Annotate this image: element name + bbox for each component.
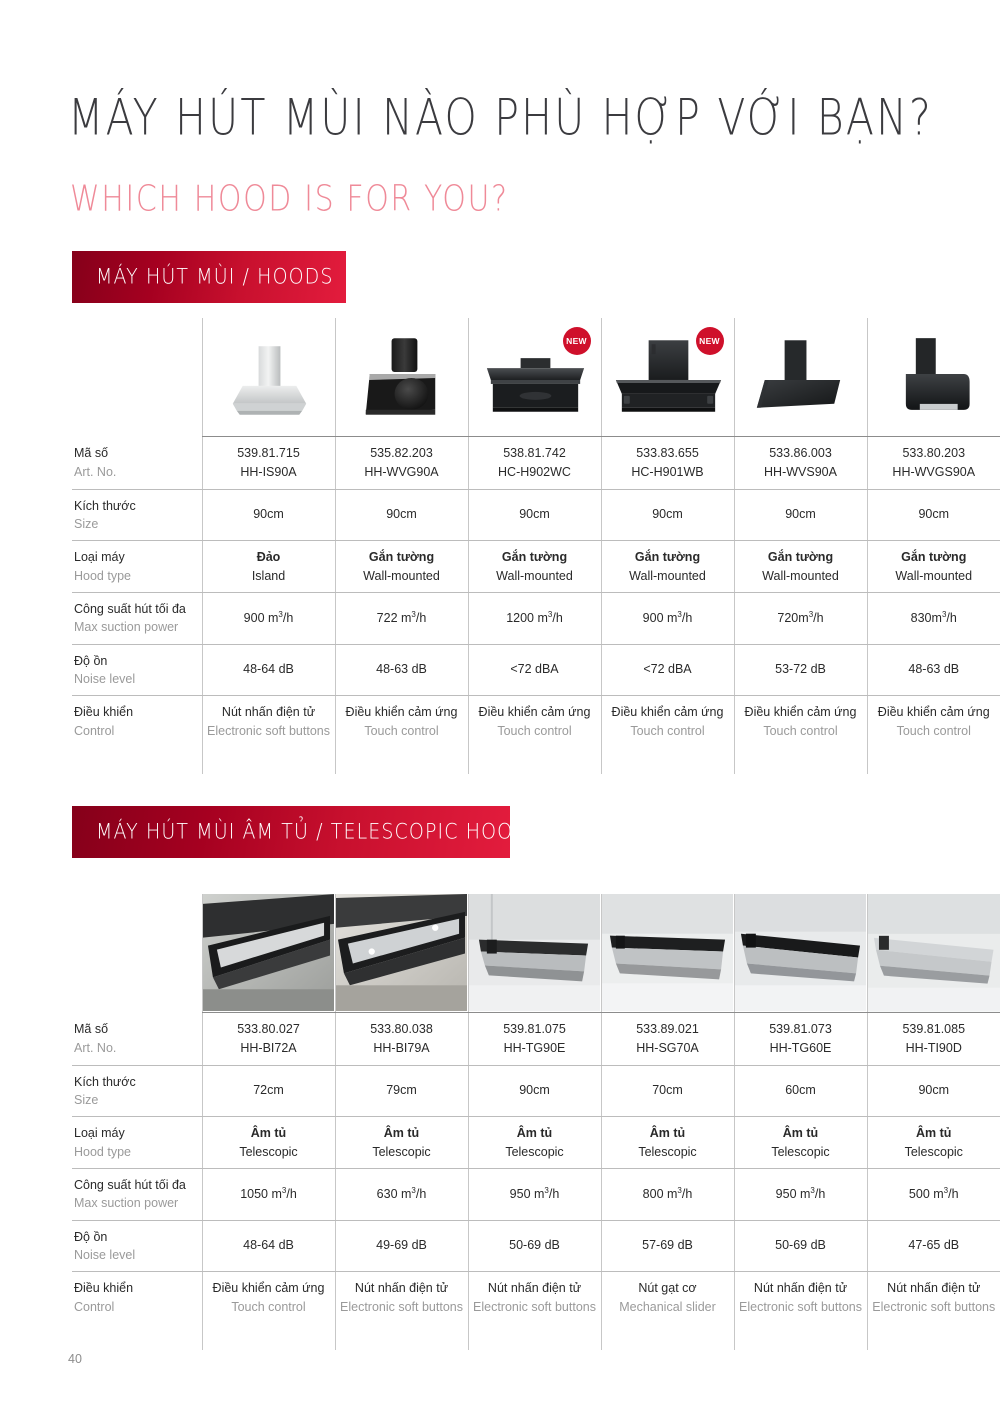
product-photo-slideout-black-trim xyxy=(735,894,867,1012)
cell-noise xyxy=(867,1220,1000,1271)
value-model: HH-BI79A xyxy=(373,1040,430,1055)
product-photo-cell xyxy=(202,894,335,1013)
row-label-en: Art. No. xyxy=(74,464,117,479)
cell-hood-type xyxy=(335,1116,468,1169)
cell-art-no xyxy=(601,1013,734,1066)
value-noise: 53-72 dB xyxy=(775,662,826,677)
value-art-no: 539.81.715 xyxy=(237,446,300,460)
product-photo-tshape-black xyxy=(602,318,734,436)
cell-control xyxy=(468,695,601,774)
row-label-en: Noise level xyxy=(74,671,136,686)
cell-size xyxy=(734,1065,867,1116)
value-art-no: 539.81.075 xyxy=(503,1022,566,1036)
value-size: 90cm xyxy=(918,1083,950,1098)
row-label-en: Max suction power xyxy=(74,1196,179,1211)
cell-hood-type xyxy=(867,1116,1000,1169)
value-control-vn: Điều khiển cảm ứng xyxy=(611,704,724,719)
product-photo-builtin-light-angle xyxy=(336,894,468,1012)
product-photo-chimney-stainless xyxy=(203,318,335,436)
cell-size xyxy=(468,1065,601,1116)
section-banner-telescopic-label: MÁY HÚT MÙI ÂM TỦ / TELESCOPIC HOOD xyxy=(96,819,529,845)
value-power: 1050 $m^3/h$ xyxy=(240,1185,297,1202)
cell-control xyxy=(202,695,335,774)
table-row-noise-level xyxy=(72,644,1000,695)
product-photo-cell xyxy=(468,318,601,437)
telescopic-hood-dark-angle-icon xyxy=(203,894,335,1011)
cell-control xyxy=(202,1271,335,1350)
row-label-vn: Mã số xyxy=(74,1022,109,1037)
value-art-no: 533.80.203 xyxy=(902,446,966,460)
table-row-hood-type xyxy=(72,540,1000,593)
table-row-suction-power xyxy=(72,593,1000,644)
section-banner-telescopic xyxy=(72,806,529,858)
product-photo-cell xyxy=(734,894,867,1013)
value-noise: <72 dBA xyxy=(643,662,692,677)
value-model: HH-TG90E xyxy=(503,1040,566,1055)
value-type-en: Telescopic xyxy=(771,1144,830,1159)
value-control-vn: Nút gạt cơ xyxy=(638,1280,697,1295)
value-type-en: Telescopic xyxy=(904,1144,963,1159)
cell-control xyxy=(335,1271,468,1350)
cell-art-no xyxy=(335,437,468,490)
value-noise: 49-69 dB xyxy=(376,1238,427,1253)
row-label-noise-level xyxy=(72,644,202,695)
value-control-en: Electronic soft buttons xyxy=(872,1299,996,1314)
row-label-suction-power xyxy=(72,593,202,644)
cell-art-no xyxy=(335,1013,468,1066)
cell-control xyxy=(867,1271,1000,1350)
row-label-vn: Kích thước xyxy=(74,1074,136,1089)
value-model: HH-IS90A xyxy=(240,464,297,479)
telescopic-hood-light-angle-icon xyxy=(336,894,468,1011)
product-photo-curved-black xyxy=(868,318,1000,436)
value-model: HC-H901WB xyxy=(631,464,704,479)
value-model: HC-H902WC xyxy=(498,464,571,479)
cell-noise xyxy=(734,1220,867,1271)
row-label-hood-type xyxy=(72,1116,202,1169)
value-power: 722 $m^3/h$ xyxy=(376,609,427,626)
cell-control xyxy=(468,1271,601,1350)
value-power: 950 $m^3/h$ xyxy=(509,1185,560,1202)
cell-size xyxy=(202,1065,335,1116)
value-art-no: 539.81.085 xyxy=(902,1022,966,1036)
page-number: 40 xyxy=(68,1352,82,1366)
product-image-row xyxy=(72,894,1000,1013)
value-control-vn: Nút nhấn điện tử xyxy=(354,1280,449,1295)
product-photo-cell xyxy=(202,318,335,437)
image-row-spacer xyxy=(72,318,202,437)
value-art-no: 533.80.027 xyxy=(237,1022,300,1036)
cell-hood-type xyxy=(734,1116,867,1169)
value-control-en: Touch control xyxy=(497,723,572,738)
cell-suction-power xyxy=(867,1169,1000,1220)
product-photo-slideout-silver-2 xyxy=(868,894,1000,1012)
value-control-vn: Điều khiển cảm ứng xyxy=(877,704,990,719)
cell-art-no xyxy=(734,1013,867,1066)
value-model: HH-WVS90A xyxy=(764,464,837,479)
value-control-en: Electronic soft buttons xyxy=(739,1299,862,1314)
product-photo-cell xyxy=(335,318,468,437)
product-photo-cell xyxy=(335,894,468,1013)
cell-noise xyxy=(468,1220,601,1271)
cell-hood-type xyxy=(202,1116,335,1169)
row-label-vn: Độ ồn xyxy=(74,653,108,668)
cell-art-no xyxy=(202,437,335,490)
value-type-en: Island xyxy=(251,568,286,583)
row-label-en: Control xyxy=(74,1299,115,1314)
product-photo-builtin-dark-angle xyxy=(203,894,335,1012)
value-control-en: Electronic soft buttons xyxy=(207,723,330,738)
value-noise: 57-69 dB xyxy=(642,1238,693,1253)
value-power: 950 $m^3/h$ xyxy=(775,1185,826,1202)
cell-size xyxy=(601,1065,734,1116)
cell-noise xyxy=(468,644,601,695)
telescopic-hood-slideout-silver-icon xyxy=(469,894,601,1011)
product-photo-cell xyxy=(734,318,867,437)
cell-suction-power xyxy=(468,1169,601,1220)
value-control-en: Touch control xyxy=(364,723,439,738)
row-label-en: Hood type xyxy=(74,1144,131,1159)
row-label-en: Max suction power xyxy=(74,620,179,635)
row-label-en: Noise level xyxy=(74,1247,136,1262)
value-type-vn: Gắn tường xyxy=(634,549,701,564)
page-title-vietnamese: MÁY HÚT MÙI NÀO PHÙ HỢP VỚI BẠN? xyxy=(68,88,933,147)
row-label-en: Art. No. xyxy=(74,1040,117,1055)
cell-size xyxy=(734,489,867,540)
new-badge: NEW xyxy=(696,327,724,355)
telescopic-hood-slideout-silver-2-icon xyxy=(868,894,1000,1012)
cell-hood-type xyxy=(601,1116,734,1169)
value-noise: 50-69 dB xyxy=(775,1238,826,1253)
value-noise: 48-63 dB xyxy=(376,662,427,677)
image-row-spacer xyxy=(72,894,202,1013)
value-control-vn: Điều khiển cảm ứng xyxy=(212,1280,325,1295)
value-type-en: Telescopic xyxy=(638,1144,697,1159)
table-row-control xyxy=(72,1271,1000,1350)
section-banner-hoods-label: MÁY HÚT MÙI / HOODS xyxy=(96,264,334,290)
value-type-en: Telescopic xyxy=(372,1144,431,1159)
value-noise: 48-63 dB xyxy=(908,662,960,677)
new-badge: NEW xyxy=(563,327,591,355)
cell-art-no xyxy=(601,437,734,490)
cell-control xyxy=(734,1271,867,1350)
cell-suction-power xyxy=(601,1169,734,1220)
value-model: HH-WVGS90A xyxy=(892,464,976,479)
row-label-vn: Công suất hút tối đa xyxy=(74,602,186,617)
value-size: 90cm xyxy=(519,507,550,522)
cell-hood-type xyxy=(335,540,468,593)
value-power: 500 $m^3/h$ xyxy=(908,1185,959,1202)
product-photo-cell xyxy=(867,318,1000,437)
cell-art-no xyxy=(867,1013,1000,1066)
value-control-vn: Nút nhấn điện tử xyxy=(221,704,316,719)
value-type-vn: Âm tủ xyxy=(383,1125,420,1140)
row-label-art-no xyxy=(72,1013,202,1066)
page-title-english: WHICH HOOD IS FOR YOU? xyxy=(70,178,509,220)
value-power: 900 $m^3/h$ xyxy=(642,609,693,626)
table-row-hood-type xyxy=(72,1116,1000,1169)
cell-size xyxy=(335,489,468,540)
cell-suction-power xyxy=(202,1169,335,1220)
value-model: HH-WVG90A xyxy=(364,464,439,479)
row-label-vn: Kích thước xyxy=(74,498,136,513)
cell-control xyxy=(734,695,867,774)
value-type-vn: Âm tủ xyxy=(782,1125,819,1140)
row-label-en: Hood type xyxy=(74,568,131,583)
value-art-no: 535.82.203 xyxy=(370,446,433,460)
cell-control xyxy=(601,695,734,774)
value-control-en: Touch control xyxy=(231,1299,306,1314)
cell-suction-power xyxy=(468,593,601,644)
table-row-noise-level xyxy=(72,1220,1000,1271)
product-photo-cell xyxy=(601,318,734,437)
row-label-vn: Điều khiển xyxy=(74,705,134,720)
value-type-vn: Gắn tường xyxy=(767,549,834,564)
row-label-size xyxy=(72,489,202,540)
cell-size xyxy=(468,489,601,540)
cell-hood-type xyxy=(601,540,734,593)
value-power: 630 $m^3/h$ xyxy=(376,1185,427,1202)
cell-suction-power xyxy=(335,593,468,644)
value-control-en: Touch control xyxy=(763,723,838,738)
hood-angled-black-round-icon xyxy=(336,318,468,436)
value-control-en: Electronic soft buttons xyxy=(340,1299,463,1314)
product-photo-flat-box-black xyxy=(469,318,601,436)
value-art-no: 533.86.003 xyxy=(769,446,832,460)
cell-art-no xyxy=(867,437,1000,490)
cell-suction-power xyxy=(202,593,335,644)
cell-suction-power xyxy=(867,593,1000,644)
row-label-vn: Độ ồn xyxy=(74,1229,108,1244)
value-control-en: Mechanical slider xyxy=(619,1299,716,1314)
value-size: 70cm xyxy=(652,1083,683,1098)
cell-hood-type xyxy=(202,540,335,593)
value-size: 90cm xyxy=(386,507,417,522)
value-type-vn: Âm tủ xyxy=(516,1125,553,1140)
table-row-size xyxy=(72,489,1000,540)
value-model: HH-TI90D xyxy=(905,1040,962,1055)
value-type-vn: Đảo xyxy=(256,549,281,564)
value-size: 90cm xyxy=(785,507,816,522)
row-label-noise-level xyxy=(72,1220,202,1271)
value-art-no: 539.81.073 xyxy=(769,1022,832,1036)
cell-noise xyxy=(601,1220,734,1271)
value-type-vn: Âm tủ xyxy=(649,1125,686,1140)
value-size: 60cm xyxy=(785,1083,816,1098)
cell-art-no xyxy=(734,437,867,490)
value-control-vn: Nút nhấn điện tử xyxy=(753,1280,848,1295)
cell-control xyxy=(601,1271,734,1350)
value-type-vn: Âm tủ xyxy=(250,1125,287,1140)
row-label-en: Control xyxy=(74,723,115,738)
row-label-vn: Công suất hút tối đa xyxy=(74,1178,186,1193)
spec-table-telescopic xyxy=(72,894,1000,1350)
value-size: 90cm xyxy=(918,507,950,522)
value-type-en: Wall-mounted xyxy=(496,568,573,583)
value-size: 72cm xyxy=(253,1083,284,1098)
product-photo-angled-black-round xyxy=(336,318,468,436)
cell-suction-power xyxy=(335,1169,468,1220)
product-photo-cell xyxy=(468,894,601,1013)
cell-control xyxy=(867,695,1000,774)
value-size: 90cm xyxy=(253,507,284,522)
value-control-vn: Nút nhấn điện tử xyxy=(887,1280,981,1295)
value-control-vn: Nút nhấn điện tử xyxy=(487,1280,582,1295)
value-power: $830m^3/h$ xyxy=(910,609,957,626)
row-label-vn: Loại máy xyxy=(74,1126,125,1141)
product-photo-cell xyxy=(867,894,1000,1013)
row-label-size xyxy=(72,1065,202,1116)
cell-size xyxy=(335,1065,468,1116)
cell-size xyxy=(867,1065,1000,1116)
row-label-en: Size xyxy=(74,516,99,531)
product-photo-cell xyxy=(601,894,734,1013)
value-art-no: 533.89.021 xyxy=(636,1022,699,1036)
value-control-en: Touch control xyxy=(630,723,705,738)
value-power: 1200 $m^3/h$ xyxy=(506,609,563,626)
table-row-art-no xyxy=(72,437,1000,490)
value-size: 90cm xyxy=(519,1083,550,1098)
value-control-en: Electronic soft buttons xyxy=(473,1299,596,1314)
table-row-suction-power xyxy=(72,1169,1000,1220)
spec-table-hoods xyxy=(72,318,1000,774)
cell-size xyxy=(601,489,734,540)
cell-noise xyxy=(202,644,335,695)
value-noise: 48-64 dB xyxy=(243,1238,294,1253)
value-art-no: 533.80.038 xyxy=(370,1022,433,1036)
value-size: 79cm xyxy=(386,1083,417,1098)
value-type-en: Telescopic xyxy=(239,1144,298,1159)
value-noise: <72 dBA xyxy=(510,662,559,677)
value-control-vn: Điều khiển cảm ứng xyxy=(345,704,458,719)
cell-size xyxy=(867,489,1000,540)
cell-noise xyxy=(734,644,867,695)
value-type-en: Wall-mounted xyxy=(363,568,440,583)
value-control-vn: Điều khiển cảm ứng xyxy=(478,704,591,719)
row-label-vn: Loại máy xyxy=(74,550,125,565)
value-type-en: Telescopic xyxy=(505,1144,564,1159)
row-label-vn: Mã số xyxy=(74,446,109,461)
value-model: HH-SG70A xyxy=(636,1040,699,1055)
row-label-art-no xyxy=(72,437,202,490)
cell-hood-type xyxy=(867,540,1000,593)
value-type-vn: Gắn tường xyxy=(368,549,435,564)
value-noise: 50-69 dB xyxy=(509,1238,560,1253)
telescopic-hood-slideout-black-trim-icon xyxy=(735,894,867,1011)
value-model: HH-TG60E xyxy=(769,1040,832,1055)
product-photo-slideout-dark xyxy=(602,894,734,1012)
hood-curved-black-icon xyxy=(868,318,1000,436)
value-noise: 47-65 dB xyxy=(908,1238,960,1253)
cell-art-no xyxy=(468,1013,601,1066)
value-type-vn: Gắn tường xyxy=(501,549,568,564)
cell-hood-type xyxy=(734,540,867,593)
row-label-en: Size xyxy=(74,1092,99,1107)
cell-noise xyxy=(867,644,1000,695)
value-power: $720m^3/h$ xyxy=(777,609,824,626)
value-type-en: Wall-mounted xyxy=(629,568,706,583)
value-size: 90cm xyxy=(652,507,683,522)
value-noise: 48-64 dB xyxy=(243,662,294,677)
row-label-hood-type xyxy=(72,540,202,593)
row-label-control xyxy=(72,695,202,774)
product-photo-slideout-silver xyxy=(469,894,601,1012)
cell-noise xyxy=(202,1220,335,1271)
cell-hood-type xyxy=(468,1116,601,1169)
value-type-en: Wall-mounted xyxy=(895,568,973,583)
section-banner-hoods xyxy=(72,251,346,303)
product-photo-slanted-black xyxy=(735,318,867,436)
cell-suction-power xyxy=(734,1169,867,1220)
value-type-vn: Âm tủ xyxy=(916,1125,952,1140)
value-power: 800 $m^3/h$ xyxy=(642,1185,693,1202)
value-model: HH-BI72A xyxy=(240,1040,297,1055)
telescopic-hood-slideout-dark-icon xyxy=(602,894,734,1011)
cell-noise xyxy=(335,644,468,695)
value-art-no: 538.81.742 xyxy=(503,446,566,460)
table-row-size xyxy=(72,1065,1000,1116)
cell-art-no xyxy=(202,1013,335,1066)
table-row-art-no xyxy=(72,1013,1000,1066)
cell-noise xyxy=(601,644,734,695)
product-image-row xyxy=(72,318,1000,437)
hood-chimney-stainless-icon xyxy=(203,318,335,436)
row-label-control xyxy=(72,1271,202,1350)
row-label-suction-power xyxy=(72,1169,202,1220)
value-type-en: Wall-mounted xyxy=(762,568,839,583)
cell-art-no xyxy=(468,437,601,490)
value-art-no: 533.83.655 xyxy=(636,446,699,460)
value-control-vn: Điều khiển cảm ứng xyxy=(744,704,857,719)
hood-slanted-black-icon xyxy=(735,318,867,436)
value-type-vn: Gắn tường xyxy=(901,549,967,564)
cell-suction-power xyxy=(601,593,734,644)
value-control-en: Touch control xyxy=(896,723,971,738)
row-label-vn: Điều khiển xyxy=(74,1281,134,1296)
value-power: 900 $m^3/h$ xyxy=(243,609,294,626)
cell-noise xyxy=(335,1220,468,1271)
cell-control xyxy=(335,695,468,774)
cell-hood-type xyxy=(468,540,601,593)
table-row-control xyxy=(72,695,1000,774)
cell-size xyxy=(202,489,335,540)
cell-suction-power xyxy=(734,593,867,644)
